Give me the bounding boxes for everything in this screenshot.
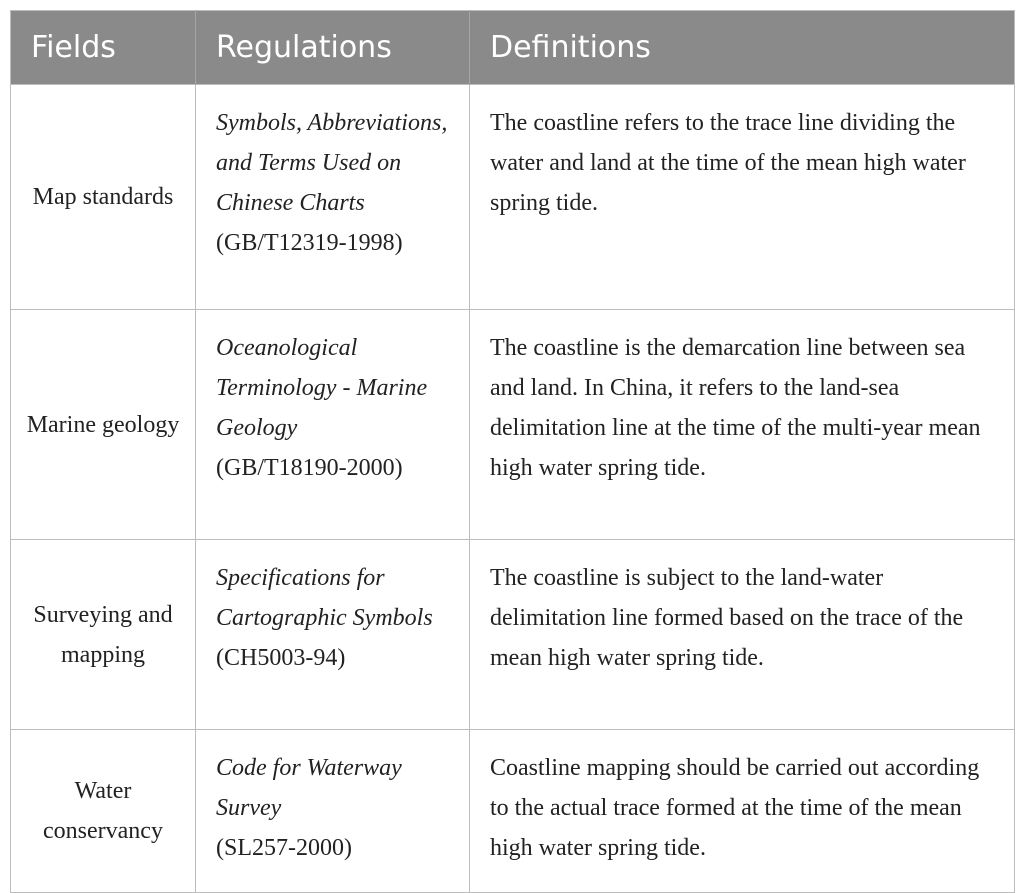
field-cell [11, 85, 196, 310]
coastline-definitions-table [10, 10, 1015, 893]
regulation-code: (SL257-2000) [216, 835, 352, 861]
column-header-regulations: Regulations [196, 11, 470, 85]
definition-cell: The coastline is the demarcation line between sea and land. In China, it refers to the land-sea delimitation line at the time of the multi-year mean high water spring tide. [470, 310, 1015, 540]
regulation-title: Symbols, Abbreviations, and Terms Used on Chinese Charts [216, 110, 448, 216]
regulation-cell [196, 310, 470, 540]
table-row [11, 310, 1015, 540]
field-cell [11, 730, 196, 893]
field-text: Marine geology [26, 411, 180, 438]
table-header-row [11, 11, 1015, 85]
regulation-title: Oceanological Terminology - Marine Geology [216, 335, 428, 441]
field-text: Map standards [32, 184, 174, 210]
regulation-code: (CH5003-94) [216, 645, 346, 671]
regulation-title: Specifications for Cartographic Symbols [216, 565, 433, 631]
column-header-definitions: Definitions [470, 11, 1015, 85]
regulation-cell [196, 540, 470, 730]
field-text: Water conservancy [43, 778, 163, 844]
field-cell [11, 540, 196, 730]
definition-cell: The coastline is subject to the land-water delimitation line formed based on the trace of the mean high water spring tide. [470, 540, 1015, 730]
coastline-definitions-table-container [10, 10, 1014, 893]
table-row [11, 85, 1015, 310]
definition-cell: Coastline mapping should be carried out according to the actual trace formed at the time of the mean high water spring tide. [470, 730, 1015, 893]
table-row [11, 540, 1015, 730]
field-cell [11, 310, 196, 540]
regulation-cell [196, 85, 470, 310]
regulation-code: (GB/T18190-2000) [216, 455, 403, 481]
table-row [11, 730, 1015, 893]
regulation-cell [196, 730, 470, 893]
field-text: Surveying and mapping [33, 601, 173, 668]
column-header-fields: Fields [11, 11, 196, 85]
regulation-code: (GB/T12319-1998) [216, 230, 403, 256]
regulation-title: Code for Waterway Survey [216, 755, 402, 821]
definition-cell: The coastline refers to the trace line dividing the water and land at the time of the mean high water spring tide. [470, 85, 1015, 310]
